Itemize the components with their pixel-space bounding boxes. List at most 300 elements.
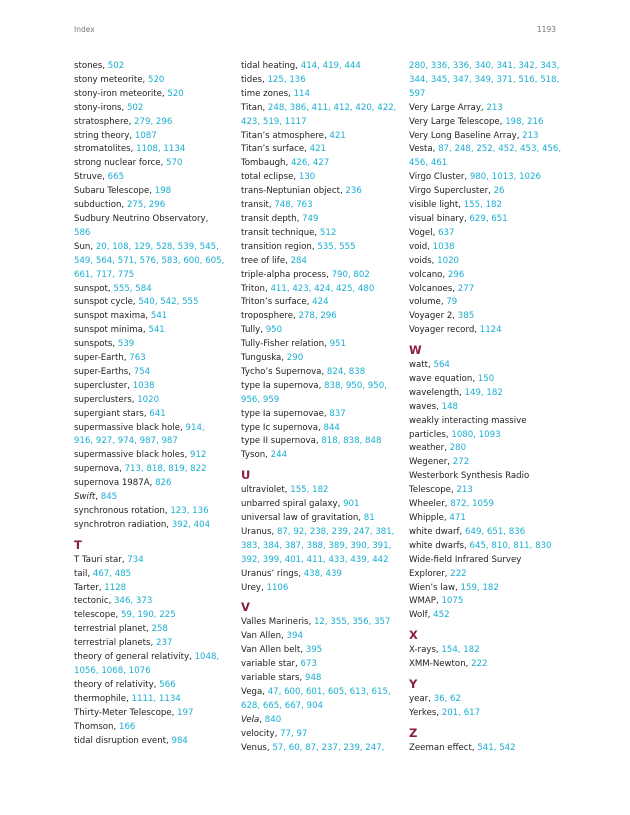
index-entry [241, 185, 401, 199]
page-reference-links[interactable]: 1020 [137, 394, 160, 405]
page-reference-links[interactable]: 57, 60, 87, 237, 239, 247, [272, 742, 385, 753]
index-term: theory of general relativity, [74, 652, 195, 663]
page-reference-links[interactable]: 713, 818, 819, 822 [124, 464, 207, 475]
page-reference-links[interactable]: 749 [302, 213, 319, 224]
page-reference-links[interactable]: 916, 927, 974, 987, 987 [74, 436, 178, 447]
index-term: Struve, [74, 172, 108, 183]
index-entry [409, 387, 569, 401]
index-term: visible light, [409, 200, 464, 211]
page-reference-links[interactable]: 950 [265, 325, 283, 336]
index-entry [74, 519, 234, 533]
page-reference-links[interactable]: 539 [117, 339, 135, 350]
page-reference-links[interactable]: 564 [433, 360, 450, 371]
page-reference-links[interactable]: 290 [286, 353, 304, 364]
page-reference-links[interactable]: 411, 423, 424, 425, 480 [270, 283, 375, 294]
page-reference-links[interactable]: 213 [522, 130, 539, 141]
index-term: Van Allen belt, [241, 645, 306, 656]
index-entry [409, 595, 569, 609]
index-term: thermophile, [74, 693, 132, 704]
index-entry [74, 269, 234, 283]
page-reference-links[interactable]: 149, 182 [464, 387, 503, 398]
index-term: Vega, [241, 686, 268, 697]
page-reference-links[interactable]: 1075 [441, 596, 464, 607]
index-term: terrestrial planet, [74, 624, 152, 635]
page-reference-links[interactable]: 748, 763 [274, 200, 313, 211]
index-term: XMM-Newton, [409, 659, 472, 670]
page-reference-links[interactable]: 36, 62 [433, 693, 461, 704]
index-term: sunspot, [74, 283, 114, 294]
index-term: stratosphere, [74, 116, 135, 127]
page-reference-links[interactable]: 148 [441, 401, 459, 412]
page-reference-links[interactable]: 502 [126, 102, 144, 113]
page-reference-links[interactable]: 1056, 1068, 1076 [74, 665, 151, 676]
page-reference-links[interactable]: 59, 190, 225 [121, 610, 176, 621]
page-reference-links[interactable]: 541 [148, 325, 165, 336]
index-term: volume, [409, 297, 447, 308]
page-reference-links[interactable]: 423, 519, 1117 [241, 116, 307, 127]
page-reference-links[interactable]: 980, 1013, 1026 [469, 172, 541, 183]
page-reference-links[interactable]: 844 [323, 422, 340, 433]
index-term: year, [409, 693, 434, 704]
index-entry [409, 171, 569, 185]
page-reference-links[interactable]: 237 [155, 638, 173, 649]
index-entry [241, 408, 401, 422]
index-term: sunspots, [74, 339, 118, 350]
index-entry [241, 686, 401, 700]
page-reference-links[interactable]: 984 [171, 735, 188, 746]
index-entry [241, 310, 401, 324]
index-entry [74, 171, 234, 185]
index-term: supernova, [74, 464, 125, 475]
index-term: ultraviolet, [241, 485, 291, 496]
index-entry [241, 714, 401, 728]
index-term: tidal disruption event, [74, 735, 172, 746]
page-reference-links[interactable]: 570 [166, 158, 183, 169]
index-term: voids, [409, 255, 438, 266]
page-reference-links[interactable]: 471 [449, 513, 466, 523]
index-entry [409, 373, 569, 387]
page-reference-links[interactable]: 248, 386, 411, 412, 420, 422, [267, 102, 397, 113]
page-reference-links[interactable]: 198 [154, 186, 172, 197]
index-entry [74, 595, 234, 609]
page-reference-links[interactable]: 278, 296 [298, 311, 337, 322]
page-reference-links[interactable]: 838, 950, 950, [324, 380, 387, 391]
page-reference-links[interactable]: 586 [74, 227, 91, 238]
page-reference-links[interactable]: 649, 651, 836 [465, 526, 526, 537]
page-reference-links[interactable]: 155, 182 [463, 200, 502, 211]
page-reference-links[interactable]: 284 [290, 255, 307, 266]
page-reference-links[interactable]: 77, 97 [280, 728, 308, 739]
index-entry [409, 442, 569, 456]
index-entry [74, 352, 234, 366]
page-reference-links[interactable]: 661, 717, 775 [74, 269, 135, 280]
index-entry [409, 227, 569, 241]
index-entry [409, 456, 569, 470]
page-reference-links[interactable]: 1128 [104, 582, 127, 593]
page-reference-links[interactable]: 197 [177, 707, 194, 718]
index-term: Explorer, [409, 568, 451, 579]
index-entry [409, 143, 569, 157]
index-entry [409, 283, 569, 297]
page-reference-links[interactable]: 597 [409, 88, 426, 99]
page-reference-links[interactable]: 279, 296 [134, 116, 173, 127]
index-term: Triton’s surface, [241, 297, 313, 308]
page-reference-links[interactable]: 125, 136 [267, 74, 306, 85]
page-reference-links[interactable]: 1038 [432, 241, 455, 252]
page-reference-links[interactable]: 150 [477, 373, 495, 384]
page-reference-links[interactable]: 414, 419, 444 [300, 61, 361, 71]
page-reference-links[interactable]: 277 [457, 283, 475, 294]
index-term: Vela [241, 714, 260, 725]
index-term: transition region, [241, 241, 318, 252]
index-entry [241, 102, 401, 116]
page-reference-links[interactable]: 1087 [134, 130, 157, 141]
index-entry [409, 88, 569, 102]
page-reference-links[interactable]: 845 [100, 492, 118, 503]
index-entry [74, 366, 234, 380]
index-term: theory of relativity, [74, 679, 160, 690]
page-reference-links[interactable]: 395 [305, 645, 323, 656]
index-entry [241, 540, 401, 554]
page-number: 1193 [536, 25, 556, 34]
page-reference-links[interactable]: 837 [329, 408, 346, 419]
index-entry [74, 74, 234, 88]
page-reference-links[interactable]: 154, 182 [441, 645, 480, 656]
index-entry [241, 380, 401, 394]
page-reference-links[interactable]: 81 [363, 513, 375, 523]
page-reference-links[interactable]: 87, 248, 252, 452, 453, 456, [438, 144, 562, 155]
index-entry [409, 102, 569, 116]
page-reference-links[interactable]: 645, 810, 811, 830 [469, 540, 552, 551]
index-entry [409, 658, 569, 672]
page-reference-links[interactable]: 555, 584 [113, 283, 152, 294]
index-term: total eclipse, [241, 172, 299, 183]
index-term: time zones, [241, 88, 294, 99]
index-entry [241, 512, 401, 526]
page-reference-links[interactable]: 130 [298, 172, 316, 183]
index-term: string theory, [74, 130, 135, 141]
index-term: Wien’s law, [409, 582, 461, 593]
index-entry [409, 512, 569, 526]
index-term: transit, [241, 200, 275, 211]
index-entry [241, 616, 401, 630]
page-reference-links[interactable]: 344, 345, 347, 349, 371, 516, 518, [409, 74, 560, 85]
index-term: weakly interacting massive [409, 415, 527, 426]
index-entry [409, 693, 569, 707]
page-reference-links[interactable]: 438, 439 [303, 568, 342, 579]
index-term: Vesta, [409, 144, 439, 155]
index-entry [241, 644, 401, 658]
index-term: supercluster, [74, 380, 133, 391]
index-entry [241, 630, 401, 644]
index-entry [241, 554, 401, 568]
index-term: Sudbury Neutrino Observatory, [74, 213, 209, 224]
page-reference-links[interactable]: 1111, 1134 [131, 693, 181, 704]
page-reference-links[interactable]: 87, 92, 238, 239, 247, 381, [276, 526, 395, 537]
page-reference-links[interactable]: 549, 564, 571, 576, 583, 600, 605, [74, 255, 225, 266]
index-entry [74, 338, 234, 352]
page-reference-links[interactable]: 421 [309, 144, 327, 155]
index-term: Tombaugh, [241, 158, 291, 169]
section-letter-heading: U [241, 468, 251, 483]
index-term: stony-irons, [74, 102, 127, 113]
index-term-separator: , [259, 714, 265, 725]
section-letter-heading: T [74, 537, 82, 552]
page-reference-links[interactable]: 1108, 1134 [136, 144, 186, 155]
page-reference-links[interactable]: 280, 336, 336, 340, 341, 342, 343, [409, 61, 560, 71]
page-reference-links[interactable]: 392, 404 [171, 519, 211, 530]
index-entry [241, 435, 401, 449]
page-reference-links[interactable]: 467, 485 [92, 568, 132, 579]
page-reference-links[interactable]: 394 [286, 631, 303, 642]
page-reference-links[interactable]: 198, 216 [505, 116, 544, 127]
index-term: strong nuclear force, [74, 158, 167, 169]
index-term: particles, [409, 429, 452, 440]
page-reference-links[interactable]: 826 [155, 478, 172, 489]
page-reference-links[interactable]: 540, 542, 555 [138, 297, 199, 308]
index-entry [409, 568, 569, 582]
index-column-1 [74, 60, 234, 748]
index-term: tidal heating, [241, 61, 301, 71]
page-reference-links[interactable]: 840 [264, 714, 282, 725]
section-letter-heading: Y [409, 676, 418, 691]
index-term: Wolf, [409, 610, 434, 621]
page-reference-links[interactable]: 629, 651 [469, 213, 508, 224]
page-reference-links[interactable]: 520 [147, 74, 165, 85]
page-reference-links[interactable]: 1124 [479, 325, 502, 336]
page-reference-links[interactable]: 213 [456, 485, 473, 496]
index-entry [409, 60, 569, 74]
page-reference-links[interactable]: 452 [433, 610, 450, 621]
page-reference-links[interactable]: 566 [159, 679, 176, 690]
page-reference-links[interactable]: 159, 182 [460, 582, 499, 593]
page-reference-links[interactable]: 641 [149, 408, 166, 419]
page-reference-links[interactable]: 520 [167, 88, 184, 99]
index-entry [74, 435, 234, 449]
index-entry [74, 310, 234, 324]
page-reference-links[interactable]: 201, 617 [441, 707, 481, 718]
page-reference-links[interactable]: 20, 108, 129, 528, 539, 545, [95, 241, 219, 252]
index-term: Titan’s surface, [241, 144, 310, 155]
page-reference-links[interactable]: 541, 542 [477, 742, 516, 753]
index-entry [241, 227, 401, 241]
page-reference-links[interactable]: 236 [345, 186, 362, 197]
index-term: tail, [74, 568, 93, 579]
index-entry [241, 422, 401, 436]
page-reference-links[interactable]: 628, 665, 667, 904 [241, 700, 324, 711]
page-reference-links[interactable]: 421 [329, 130, 346, 141]
index-entry [74, 582, 234, 596]
page-reference-links[interactable]: 155, 182 [290, 485, 329, 496]
index-entry [241, 394, 401, 408]
index-entry [241, 255, 401, 269]
index-entry [409, 742, 569, 756]
page-reference-links[interactable]: 346, 373 [114, 596, 153, 607]
page-reference-links[interactable]: 114 [293, 88, 310, 99]
index-term: Valles Marineris, [241, 617, 314, 628]
index-entry [409, 296, 569, 310]
page-reference-links[interactable]: 956, 959 [241, 394, 280, 405]
index-term: Very Large Telescope, [409, 116, 506, 127]
index-term: weather, [409, 443, 450, 454]
page-reference-links[interactable]: 948 [305, 672, 322, 683]
page-reference-links[interactable]: 912 [190, 450, 207, 461]
index-term: Tully-Fisher relation, [241, 339, 330, 350]
index-term: void, [409, 241, 433, 252]
index-entry [409, 116, 569, 130]
index-term: WMAP, [409, 596, 442, 607]
page-reference-links[interactable]: 637 [438, 227, 455, 238]
section-letter-heading: W [409, 343, 422, 358]
index-entry [241, 296, 401, 310]
index-term: synchrotron radiation, [74, 519, 172, 530]
page-reference-links[interactable]: 392, 399, 401, 411, 433, 439, 442 [241, 554, 389, 565]
index-term: Very Large Array, [409, 102, 487, 113]
page-reference-links[interactable]: 26 [493, 186, 505, 197]
index-entry [409, 213, 569, 227]
page-reference-links[interactable]: 79 [446, 297, 458, 308]
index-entry [74, 735, 234, 749]
page-reference-links[interactable]: 1038 [132, 380, 155, 391]
page-reference-links[interactable]: 1048, [194, 652, 220, 663]
index-entry [409, 359, 569, 373]
page-reference-links[interactable]: 385 [457, 311, 475, 322]
index-entry [409, 324, 569, 338]
index-term: X-rays, [409, 645, 442, 656]
page-reference-links[interactable]: 47, 600, 601, 605, 613, 615, [267, 686, 391, 697]
page-reference-links[interactable]: 535, 555 [317, 241, 356, 252]
index-entry [74, 116, 234, 130]
page-reference-links[interactable]: 673 [300, 659, 317, 670]
index-term: wavelength, [409, 387, 465, 398]
page-reference-links[interactable]: 734 [127, 554, 144, 565]
index-entry [74, 554, 234, 568]
page-reference-links[interactable]: 272 [452, 457, 470, 468]
index-entry [409, 582, 569, 596]
index-term: Urey, [241, 582, 267, 593]
page-reference-links[interactable]: 665 [107, 172, 125, 183]
page-reference-links[interactable]: 541 [150, 311, 168, 322]
index-term: type Ia supernova, [241, 380, 325, 391]
page-reference-links[interactable]: 1080, 1093 [451, 429, 501, 440]
index-term: transit depth, [241, 213, 303, 224]
index-entry [74, 227, 234, 241]
index-entry [74, 568, 234, 582]
index-term: Tunguska, [241, 353, 287, 364]
index-term: T Tauri star, [74, 554, 128, 565]
index-entry [409, 185, 569, 199]
page-reference-links[interactable]: 914, [185, 422, 205, 433]
index-entry [409, 255, 569, 269]
index-entry [241, 484, 401, 498]
running-header-left: Index [74, 25, 95, 34]
index-column-2 [241, 60, 401, 755]
index-entry [74, 609, 234, 623]
page-reference-links[interactable]: 258 [151, 624, 168, 635]
section-letter-heading: Z [409, 725, 418, 740]
page-reference-links[interactable]: 244 [270, 450, 288, 461]
index-entry [409, 241, 569, 255]
index-entry [74, 143, 234, 157]
index-term: synchronous rotation, [74, 506, 171, 516]
index-entry [409, 498, 569, 512]
index-entry [74, 422, 234, 436]
section-letter-heading: X [409, 628, 418, 643]
index-term: white dwarf, [409, 526, 466, 537]
page-reference-links[interactable]: 1106 [266, 582, 289, 593]
index-entry [74, 283, 234, 297]
page-reference-links[interactable]: 872, 1059 [450, 499, 494, 510]
page-reference-links[interactable]: 12, 355, 356, 357 [313, 617, 391, 628]
page-reference-links[interactable]: 824, 838 [326, 366, 366, 377]
page-reference-links[interactable]: 512 [319, 227, 337, 238]
index-term: Tyson, [241, 450, 271, 461]
page-reference-links[interactable]: 213 [486, 102, 503, 113]
index-entry [74, 679, 234, 693]
index-entry [74, 651, 234, 665]
index-entry [241, 352, 401, 366]
index-entry [409, 554, 569, 568]
index-term: Very Long Baseline Array, [409, 130, 523, 141]
index-entry [241, 116, 401, 130]
index-term: tectonic, [74, 596, 115, 607]
index-term: supermassive black holes, [74, 450, 190, 461]
page-reference-links[interactable]: 951 [329, 339, 346, 350]
page-reference-links[interactable]: 280 [449, 443, 467, 454]
index-term: Titan’s atmosphere, [241, 130, 330, 141]
index-entry [409, 269, 569, 283]
page-reference-links[interactable]: 763 [129, 353, 146, 364]
page-reference-links[interactable]: 123, 136 [170, 506, 209, 516]
index-term: stones, [74, 61, 108, 71]
index-entry [241, 672, 401, 686]
page-reference-links[interactable]: 383, 384, 387, 388, 389, 390, 391, [241, 540, 392, 551]
index-term: super-Earth, [74, 353, 130, 364]
index-term: Uranus’ rings, [241, 568, 304, 579]
index-term: sunspot minima, [74, 325, 149, 336]
index-entry [409, 130, 569, 144]
page-reference-links[interactable]: 502 [107, 61, 125, 71]
index-term: sunspot cycle, [74, 297, 139, 308]
page-reference-links[interactable]: 426, 427 [290, 158, 330, 169]
index-term: Voyager record, [409, 325, 480, 336]
page-reference-links[interactable]: 754 [133, 366, 151, 377]
page-reference-links[interactable]: 296 [447, 269, 465, 280]
index-entry [241, 568, 401, 582]
index-entry [74, 707, 234, 721]
index-term: Westerbork Synthesis Radio [409, 471, 530, 482]
page-reference-links[interactable]: 222 [450, 568, 467, 579]
index-entry [241, 742, 401, 756]
index-term: wave equation, [409, 373, 478, 384]
page-reference-links[interactable]: 790, 802 [331, 269, 370, 280]
index-term: tree of life, [241, 255, 291, 266]
index-entry [74, 130, 234, 144]
page-reference-links[interactable]: 818, 838, 848 [321, 436, 382, 447]
index-entry [241, 582, 401, 596]
index-entry [74, 213, 234, 227]
page-reference-links[interactable]: 901 [343, 499, 360, 510]
index-term: supermassive black hole, [74, 422, 186, 433]
page-reference-links[interactable]: 424 [312, 297, 329, 308]
page-reference-links[interactable]: 275, 296 [126, 200, 166, 211]
index-entry [241, 449, 401, 463]
page-reference-links[interactable]: 456, 461 [409, 158, 448, 169]
page-reference-links[interactable]: 1020 [437, 255, 460, 266]
page-reference-links[interactable]: 166 [118, 721, 136, 732]
page-reference-links[interactable]: 222 [471, 659, 488, 670]
index-entry [409, 707, 569, 721]
